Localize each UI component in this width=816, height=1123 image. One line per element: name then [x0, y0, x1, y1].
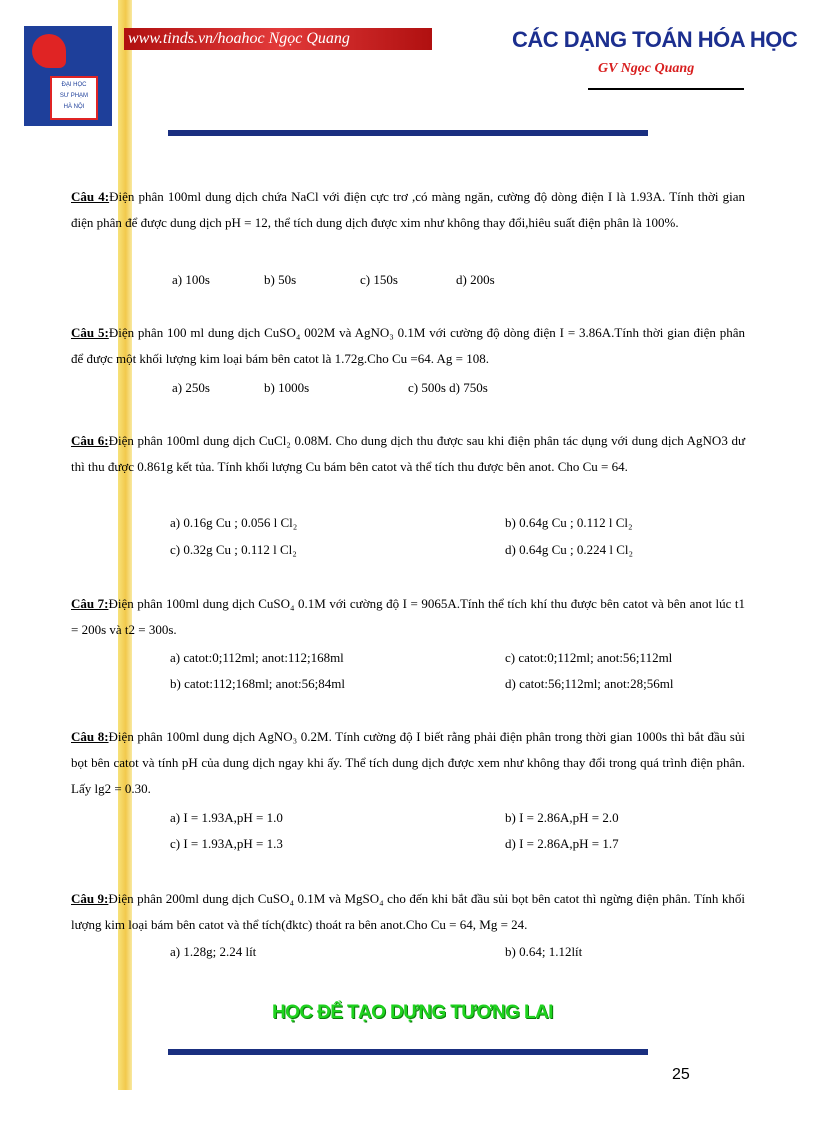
answer-option: b) 1000s: [264, 380, 310, 395]
question-label: Câu 8:: [71, 729, 109, 744]
document-topic-title: CÁC DẠNG TOÁN HÓA HỌC: [512, 27, 798, 52]
logo-text-line: ĐẠI HỌC: [61, 82, 87, 88]
logo-text-line: SƯ PHẠM: [59, 93, 89, 99]
question-9: [71, 886, 745, 938]
answer-option: c) I = 1.93A,pH = 1.3: [170, 836, 283, 851]
answer-option: a) 0.16g Cu ; 0.056 l Cl₂: [170, 515, 298, 530]
answer-option: d) catot:56;112ml; anot:28;56ml: [505, 676, 674, 691]
question-text: Điện phân 100ml dung dịch CuSO₄ 0.1M với cường độ I = 9065A.Tính thể tích khí thu được bên catot và bên anot lúc t1 = 200s và t2 = 300s.: [71, 596, 745, 637]
question-text: Điện phân 100 ml dung dịch CuSO₄ 002M và AgNO₃ 0.1M với cường độ dòng điện I = 3.86A.Tính thời gian điện phân để được một khối lượng kim loại bám bên catot là 1.72g.Cho Cu =64. Ag = 108.: [71, 325, 745, 366]
answer-option: b) catot:112;168ml; anot:56;84ml: [170, 676, 345, 691]
question-8: [71, 724, 745, 802]
page-number: 25: [672, 1066, 690, 1083]
answer-option: c) 0.32g Cu ; 0.112 l Cl₂: [170, 542, 297, 557]
answer-option: d) I = 2.86A,pH = 1.7: [505, 836, 619, 851]
answer-option: b) I = 2.86A,pH = 2.0: [505, 810, 619, 825]
answer-option: b) 0.64g Cu ; 0.112 l Cl₂: [505, 515, 633, 530]
footer-slogan: HỌC ĐỂ TẠO DỰNG TƯƠNG LAI: [272, 1002, 553, 1023]
answer-option: a) 250s: [172, 380, 210, 395]
answer-option: c) catot:0;112ml; anot:56;112ml: [505, 650, 673, 665]
answer-option: a) catot:0;112ml; anot:112;168ml: [170, 650, 344, 665]
question-text: Điện phân 100ml dung dịch AgNO₃ 0.2M. Tính cường độ I biết rằng phải điện phân trong thời gian 1000s thì bắt đầu sủi bọt bên catot và tính pH của dung dịch ngay khi ấy. Thể tích dung dịch được xem như không thay đổi trong quá trình điện phân. Lấy lg2 = 0.30.: [71, 729, 745, 796]
university-logo: [24, 26, 112, 126]
question-text: Điện phân 100ml dung dịch chứa NaCl với điện cực trơ ,có màng ngăn, cường độ dòng điện I là 1.93A. Tính thời gian điện phân để được dung dịch pH = 12, thể tích dung dịch được xim như không thay đổi,hiêu suất điện phân là 100%.: [71, 189, 745, 230]
answer-option: d) 0.64g Cu ; 0.224 l Cl₂: [505, 542, 634, 557]
book-icon: [50, 76, 98, 120]
question-text: Điện phân 100ml dung dịch CuCl₂ 0.08M. Cho dung dịch thu được sau khi điện phân tác dụng với dung dịch AgNO3 dư thì thu được 0.861g kết tủa. Tính khối lượng Cu bám bên catot và thể tích thu được bên anot. Cho Cu = 64.: [71, 433, 745, 474]
answer-option: c) 500s d) 750s: [408, 380, 488, 395]
question-label: Câu 7:: [71, 596, 109, 611]
answer-option: c) 150s: [360, 272, 398, 287]
answer-option: a) 1.28g; 2.24 lít: [170, 944, 257, 959]
website-banner: www.tinds.vn/hoahoc Ngọc Quang: [124, 28, 432, 50]
bottom-divider: [168, 1049, 648, 1055]
question-label: Câu 5:: [71, 325, 109, 340]
teacher-name: GV Ngọc Quang: [598, 61, 695, 76]
question-label: Câu 6:: [71, 433, 109, 448]
answer-option: a) I = 1.93A,pH = 1.0: [170, 810, 283, 825]
top-divider: [168, 130, 648, 136]
question-text: Điện phân 200ml dung dịch CuSO₄ 0.1M và MgSO₄ cho đến khi bắt đầu sủi bọt bên catot thì ngừng điện phân. Tính khối lượng kim loại bám bên catot và thể tích(đktc) thoát ra bên anot.Cho Cu = 64, Mg = 24.: [71, 891, 745, 932]
answer-option: b) 0.64; 1.12lít: [505, 944, 583, 959]
question-5: [71, 320, 745, 372]
answer-option: d) 200s: [456, 272, 495, 287]
question-label: Câu 9:: [71, 891, 109, 906]
answer-option: b) 50s: [264, 272, 297, 287]
header-underline: [588, 88, 744, 90]
question-7: [71, 591, 745, 643]
question-label: Câu 4:: [71, 189, 110, 204]
answer-option: a) 100s: [172, 272, 210, 287]
torch-icon: [32, 34, 66, 68]
logo-text-line: HÀ NỘI: [63, 104, 85, 110]
question-4: [71, 184, 745, 236]
question-6: [71, 428, 745, 480]
